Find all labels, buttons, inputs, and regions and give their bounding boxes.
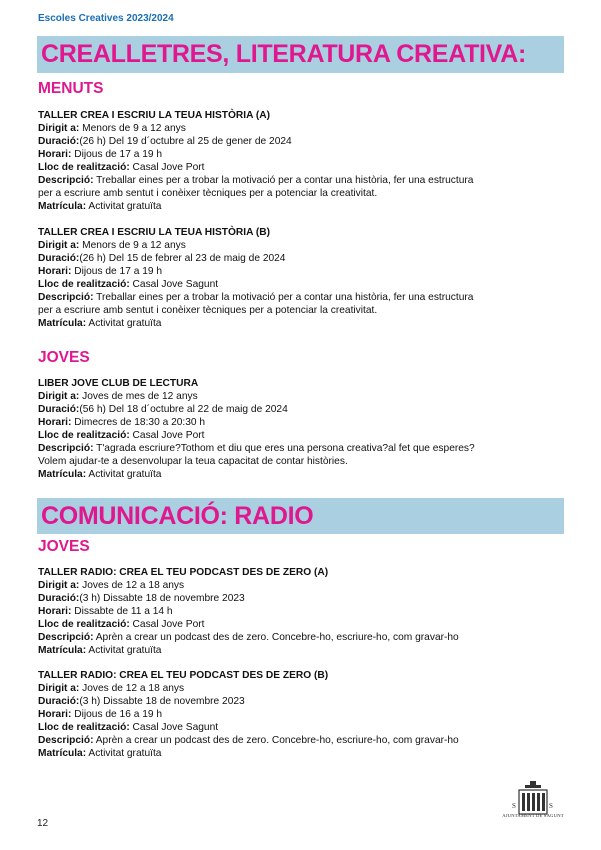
field-value: (26 h) Del 15 de febrer al 23 de maig de 2024: [79, 253, 286, 264]
field-label: Lloc de realització:: [38, 279, 130, 290]
field-value: Aprèn a crear un podcast des de zero. Concebre-ho, escriure-ho, com gravar-ho: [93, 735, 459, 746]
field-row: [38, 148, 568, 161]
field-row: [38, 734, 568, 747]
logo-caption: AJUNTAMENT DE SAGUNT: [502, 813, 564, 818]
field-row: [38, 174, 568, 187]
field-row: [38, 304, 568, 317]
field-value: Dissabte de 11 a 14 h: [71, 606, 173, 617]
field-row: [38, 429, 568, 442]
field-row: [38, 161, 568, 174]
field-row: [38, 747, 568, 760]
section-title: COMUNICACIÓ: RADIO: [41, 502, 314, 530]
group-heading-menuts: MENUTS: [38, 80, 104, 97]
field-label: Matrícula:: [38, 645, 87, 656]
field-value: Casal Jove Port: [129, 162, 205, 173]
activity-entry: [38, 566, 568, 657]
field-value: Activitat gratuïta: [86, 318, 162, 329]
field-value: Volem ajudar-te a desenvolupar la teua capacitat de contar històries.: [38, 456, 348, 467]
field-label: Duració:: [38, 136, 80, 147]
field-label: Horari:: [38, 266, 72, 277]
field-value: Activitat gratuïta: [86, 201, 162, 212]
field-value: (56 h) Del 18 d´octubre al 22 de maig de 2024: [79, 404, 288, 415]
activity-entry: [38, 109, 568, 213]
field-label: Descripció:: [38, 443, 94, 454]
entry-title: TALLER RADIO: CREA EL TEU PODCAST DES DE ZERO (A): [38, 567, 329, 578]
field-label: Horari:: [38, 417, 72, 428]
field-row: [38, 291, 568, 304]
field-label: Dirigit a:: [38, 580, 80, 591]
field-value: per a escriure amb sentut i conèixer tècniques per a potenciar la creativitat.: [38, 305, 378, 316]
field-value: (3 h) Dissabte 18 de novembre 2023: [79, 593, 245, 604]
field-row: [38, 187, 568, 200]
field-row: [38, 239, 568, 252]
field-value: Activitat gratuïta: [86, 645, 162, 656]
field-label: Matrícula:: [38, 469, 87, 480]
field-label: Dirigit a:: [38, 683, 80, 694]
field-label: Lloc de realització:: [38, 162, 130, 173]
field-value: Aprèn a crear un podcast des de zero. Concebre-ho, escriure-ho, com gravar-ho: [93, 632, 459, 643]
entry-title: TALLER CREA I ESCRIU LA TEUA HISTÒRIA (B): [38, 227, 271, 238]
field-label: Duració:: [38, 253, 80, 264]
field-row: [38, 695, 568, 708]
activity-entry: [38, 669, 568, 760]
field-row: [38, 403, 568, 416]
section-banner-literature: [37, 36, 564, 73]
field-value: (26 h) Del 19 d´octubre al 25 de gener de 2024: [79, 136, 292, 147]
field-value: Menors de 9 a 12 anys: [79, 123, 186, 134]
field-value: Treballar eines per a trobar la motivació per a contar una història, fer una estructura: [93, 292, 474, 303]
field-label: Descripció:: [38, 735, 94, 746]
field-value: Dijous de 16 a 19 h: [71, 709, 163, 720]
field-value: Casal Jove Port: [129, 430, 205, 441]
field-label: Dirigit a:: [38, 123, 80, 134]
field-label: Descripció:: [38, 175, 94, 186]
field-label: Lloc de realització:: [38, 722, 130, 733]
field-row: [38, 682, 568, 695]
activity-entry: [38, 226, 568, 330]
field-value: Dijous de 17 a 19 h: [71, 266, 163, 277]
section-banner-radio: [37, 498, 564, 534]
page-number: 12: [37, 818, 49, 829]
field-row: [38, 135, 568, 148]
field-row: [38, 455, 568, 468]
field-row: [38, 592, 568, 605]
field-row: [38, 579, 568, 592]
field-row: [38, 390, 568, 403]
field-label: Horari:: [38, 149, 72, 160]
field-label: Dirigit a:: [38, 391, 80, 402]
field-value: Treballar eines per a trobar la motivació per a contar una història, fer una estructura: [93, 175, 474, 186]
field-value: (3 h) Dissabte 18 de novembre 2023: [79, 696, 245, 707]
field-value: Casal Jove Sagunt: [129, 722, 219, 733]
field-value: Joves de 12 a 18 anys: [79, 580, 185, 591]
field-value: per a escriure amb sentut i conèixer tècniques per a potenciar la creativitat.: [38, 188, 378, 199]
field-label: Horari:: [38, 606, 72, 617]
field-row: [38, 708, 568, 721]
field-row: [38, 644, 568, 657]
field-label: Dirigit a:: [38, 240, 80, 251]
field-row: [38, 200, 568, 213]
field-value: Activitat gratuïta: [86, 469, 162, 480]
field-row: [38, 468, 568, 481]
svg-text:S: S: [512, 802, 516, 810]
field-label: Duració:: [38, 593, 80, 604]
entry-title: LIBER JOVE CLUB DE LECTURA: [38, 378, 199, 389]
svg-text:S: S: [549, 802, 553, 810]
field-row: [38, 721, 568, 734]
field-row: [38, 618, 568, 631]
field-label: Lloc de realització:: [38, 430, 130, 441]
field-label: Descripció:: [38, 632, 94, 643]
field-label: Matrícula:: [38, 201, 87, 212]
entry-title: TALLER CREA I ESCRIU LA TEUA HISTÒRIA (A): [38, 110, 271, 121]
city-coat-of-arms-icon: [508, 780, 558, 826]
field-value: Joves de 12 a 18 anys: [79, 683, 185, 694]
field-row: [38, 122, 568, 135]
field-label: Lloc de realització:: [38, 619, 130, 630]
group-heading-joves: JOVES: [38, 538, 90, 555]
activity-entry: [38, 377, 568, 481]
field-row: [38, 442, 568, 455]
field-value: Casal Jove Sagunt: [129, 279, 219, 290]
field-value: T'agrada escriure?Tothom et diu que eres una persona creativa?al fet que esperes?: [93, 443, 475, 454]
field-label: Matrícula:: [38, 748, 87, 759]
group-heading-joves: JOVES: [38, 349, 90, 366]
field-row: [38, 252, 568, 265]
field-value: Casal Jove Port: [129, 619, 205, 630]
field-row: [38, 278, 568, 291]
field-row: [38, 631, 568, 644]
field-row: [38, 317, 568, 330]
section-title: CREALLETRES, LITERATURA CREATIVA:: [41, 40, 526, 68]
field-label: Duració:: [38, 696, 80, 707]
field-label: Matrícula:: [38, 318, 87, 329]
field-row: [38, 416, 568, 429]
field-label: Horari:: [38, 709, 72, 720]
field-value: Dimecres de 18:30 a 20:30 h: [71, 417, 206, 428]
header-label: Escoles Creatives 2023/2024: [38, 13, 174, 24]
field-value: Joves de mes de 12 anys: [79, 391, 198, 402]
field-label: Descripció:: [38, 292, 94, 303]
field-value: Dijous de 17 a 19 h: [71, 149, 163, 160]
field-value: Activitat gratuïta: [86, 748, 162, 759]
field-value: Menors de 9 a 12 anys: [79, 240, 186, 251]
field-label: Duració:: [38, 404, 80, 415]
entry-title: TALLER RADIO: CREA EL TEU PODCAST DES DE ZERO (B): [38, 670, 329, 681]
field-row: [38, 605, 568, 618]
field-row: [38, 265, 568, 278]
